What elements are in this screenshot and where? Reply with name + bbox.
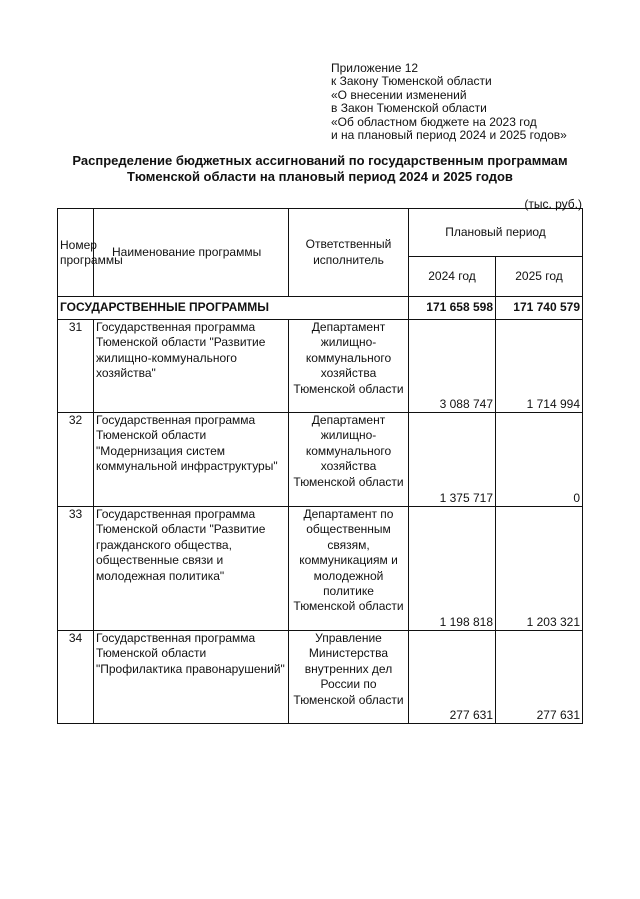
table-row [58, 631, 583, 724]
program-value-2024: 3 088 747 [409, 320, 496, 413]
program-value-2024: 277 631 [409, 631, 496, 724]
appendix-line: и на плановый период 2024 и 2025 годов» [331, 128, 567, 143]
header-year-2024: 2024 год [409, 257, 496, 297]
program-number: 32 [58, 413, 94, 507]
program-name: Государственная программа Тюменской области "Модернизация систем коммунальной инфраструктуры" [94, 413, 289, 507]
program-name: Государственная программа Тюменской области "Развитие жилищно-коммунального хозяйства" [94, 320, 289, 413]
program-value-2025: 1 203 321 [496, 507, 583, 631]
program-number: 34 [58, 631, 94, 724]
program-value-2024: 1 375 717 [409, 413, 496, 507]
program-name: Государственная программа Тюменской области "Профилактика правонарушений" [94, 631, 289, 724]
program-value-2024: 1 198 818 [409, 507, 496, 631]
appendix-line: в Закон Тюменской области [331, 101, 487, 116]
units-label: (тыс. руб.) [524, 197, 582, 211]
appendix-line: Приложение 12 [331, 61, 419, 75]
appendix-line: «О внесении изменений [331, 87, 467, 102]
section-total-2025: 171 740 579 [496, 297, 583, 320]
table-row [58, 413, 583, 507]
appendix-line: к Закону Тюменской области [331, 74, 492, 89]
table-row [58, 507, 583, 631]
program-executor: Управление Министерства внутренних дел России по Тюменской области [289, 631, 409, 724]
program-value-2025: 277 631 [496, 631, 583, 724]
title-line: Распределение бюджетных ассигнований по государственным программам [72, 153, 568, 168]
program-executor: Департамент по общественным связям, коммуникациям и молодежной политике Тюменской области [289, 507, 409, 631]
header-name: Наименование программы [94, 209, 289, 297]
program-value-2025: 1 714 994 [496, 320, 583, 413]
appendix-line: «Об областном бюджете на 2023 год [331, 114, 537, 129]
program-name: Государственная программа Тюменской области "Развитие гражданского общества, общественные связи и молодежная политика" [94, 507, 289, 631]
section-row [58, 297, 583, 320]
header-period: Плановый период [409, 209, 583, 257]
program-number: 33 [58, 507, 94, 631]
section-total-2024: 171 658 598 [409, 297, 496, 320]
program-value-2025: 0 [496, 413, 583, 507]
section-label: ГОСУДАРСТВЕННЫЕ ПРОГРАММЫ [58, 297, 409, 320]
header-year-2025: 2025 год [496, 257, 583, 297]
table-row [58, 320, 583, 413]
document-title [40, 153, 600, 185]
header-number: Номер программы [58, 209, 94, 297]
program-number: 31 [58, 320, 94, 413]
title-line: Тюменской области на плановый период 2024 и 2025 годов [127, 169, 513, 184]
budget-table [57, 208, 583, 724]
program-executor: Департамент жилищно-коммунального хозяйства Тюменской области [289, 320, 409, 413]
header-executor: Ответственный исполнитель [289, 209, 409, 297]
appendix-header [331, 62, 567, 142]
program-executor: Департамент жилищно-коммунального хозяйства Тюменской области [289, 413, 409, 507]
